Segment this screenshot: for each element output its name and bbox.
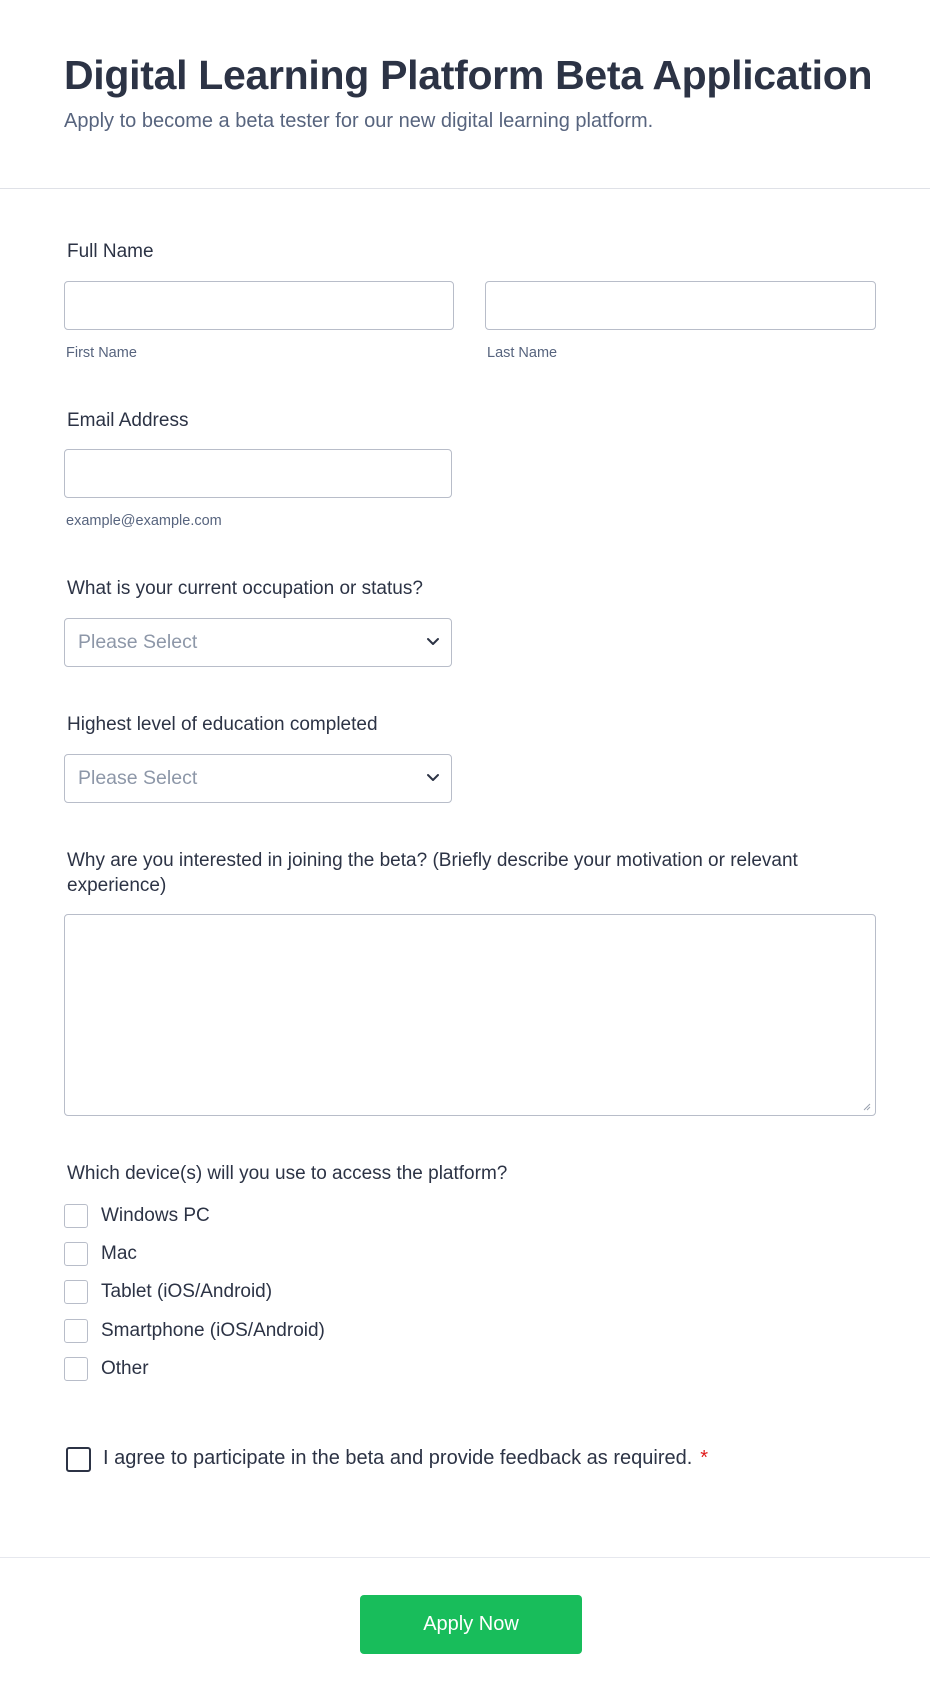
full-name-label: Full Name — [67, 241, 154, 262]
device-checkbox[interactable] — [64, 1357, 88, 1381]
chevron-down-icon — [425, 769, 441, 785]
occupation-select[interactable] — [64, 618, 452, 667]
email-label: Email Address — [67, 410, 189, 431]
first-name-input[interactable] — [64, 281, 454, 330]
education-select[interactable] — [64, 754, 452, 803]
device-option-label: Windows PC — [101, 1205, 210, 1226]
occupation-selected-value: Please Select — [78, 631, 198, 653]
education-label: Highest level of education completed — [67, 714, 378, 735]
motivation-textarea[interactable] — [64, 914, 876, 1116]
last-name-input[interactable] — [485, 281, 876, 330]
occupation-label: What is your current occupation or status? — [67, 578, 423, 599]
chevron-down-icon — [425, 633, 441, 649]
form-subtitle: Apply to become a beta tester for our new digital learning platform. — [64, 110, 654, 132]
form-header — [0, 0, 930, 189]
education-selected-value: Please Select — [78, 767, 198, 789]
device-option-label: Smartphone (iOS/Android) — [101, 1320, 325, 1341]
agreement-label: I agree to participate in the beta and provide feedback as required. * — [103, 1447, 709, 1469]
device-checkbox[interactable] — [64, 1204, 88, 1228]
resize-grip-icon[interactable] — [861, 1101, 871, 1111]
devices-label: Which device(s) will you use to access the platform? — [67, 1163, 508, 1184]
agreement-checkbox[interactable] — [66, 1447, 91, 1472]
device-option-label: Other — [101, 1358, 149, 1379]
last-name-sublabel: Last Name — [487, 345, 558, 361]
first-name-sublabel: First Name — [66, 345, 137, 361]
device-checkbox[interactable] — [64, 1319, 88, 1343]
email-input[interactable] — [64, 449, 452, 498]
device-checkbox[interactable] — [64, 1280, 88, 1304]
motivation-label: Why are you interested in joining the beta? (Briefly describe your motivation or relevant experience) — [67, 850, 798, 896]
device-checkbox[interactable] — [64, 1242, 88, 1266]
email-sublabel: example@example.com — [66, 513, 222, 529]
apply-now-button[interactable]: Apply Now — [360, 1595, 582, 1654]
form-title: Digital Learning Platform Beta Application — [64, 52, 873, 98]
required-mark: * — [700, 1447, 709, 1469]
device-option-label: Mac — [101, 1243, 137, 1264]
device-option-label: Tablet (iOS/Android) — [101, 1281, 273, 1302]
